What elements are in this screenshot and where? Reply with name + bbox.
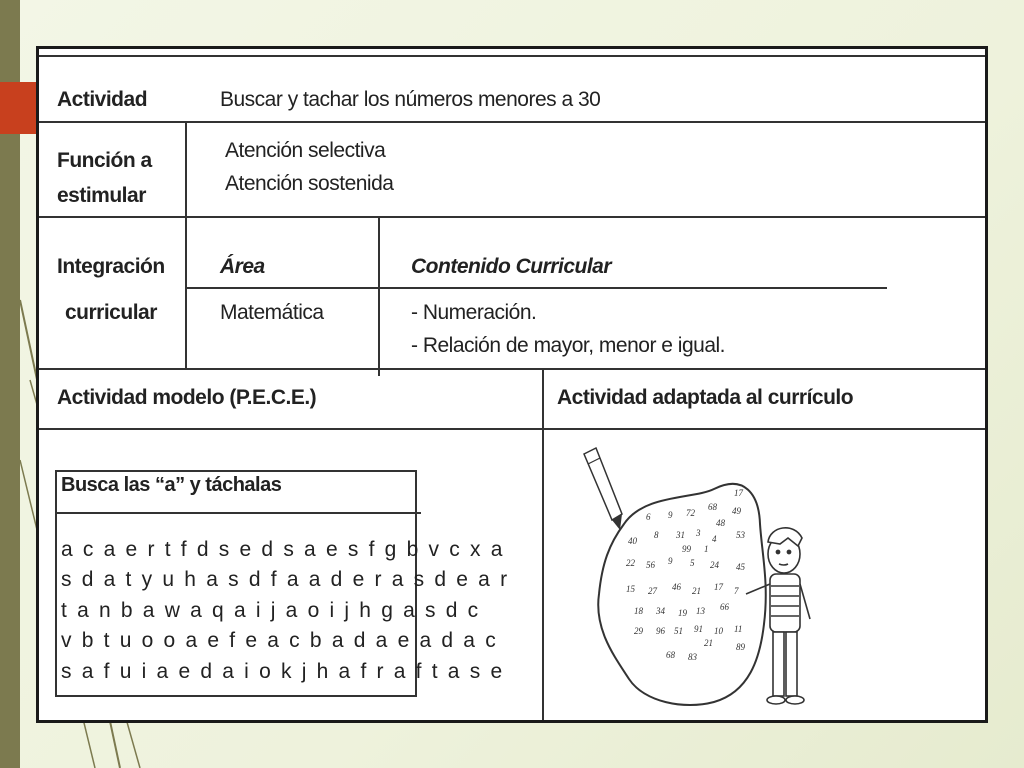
integracion-label-line2: curricular [65, 301, 157, 324]
col-divider [185, 121, 187, 368]
board-number: 7 [734, 586, 739, 596]
board-number: 29 [634, 626, 643, 636]
board-number: 83 [688, 652, 697, 662]
board-number: 27 [648, 586, 657, 596]
board-number: 34 [656, 606, 665, 616]
board-number: 46 [672, 582, 681, 592]
board-number: 19 [678, 608, 687, 618]
letter-grid-title: Busca las “a” y táchalas [61, 474, 282, 496]
board-number: 13 [696, 606, 705, 616]
board-number: 9 [668, 556, 673, 566]
board-number: 8 [654, 530, 659, 540]
actividad-value: Buscar y tachar los números menores a 30 [220, 88, 601, 111]
board-number: 66 [720, 602, 729, 612]
board-number: 72 [686, 508, 695, 518]
board-number: 48 [716, 518, 725, 528]
table-top-line [39, 55, 985, 57]
funcion-label-line1: Función a [57, 149, 152, 172]
board-number: 3 [696, 528, 701, 538]
board-number: 51 [674, 626, 683, 636]
activity-table [36, 46, 988, 723]
board-number: 96 [656, 626, 665, 636]
row-divider [39, 216, 985, 218]
board-number: 31 [676, 530, 685, 540]
funcion-value-2: Atención sostenida [225, 172, 394, 195]
board-number: 24 [710, 560, 719, 570]
board-number: 22 [626, 558, 635, 568]
letter-grid-row: s d a t y u h a s d f a a d e r a s d e a r [61, 568, 510, 591]
modelo-header: Actividad modelo (P.E.C.E.) [57, 386, 317, 409]
col-divider [378, 216, 380, 376]
row-divider [39, 121, 985, 123]
actividad-label: Actividad [57, 88, 148, 111]
board-number: 40 [628, 536, 637, 546]
board-number: 1 [704, 544, 709, 554]
board-number: 5 [690, 558, 695, 568]
funcion-value-1: Atención selectiva [225, 139, 386, 162]
letter-grid-row: t a n b a w a q a i j a o i j h g a s d c [61, 599, 481, 622]
board-number: 21 [692, 586, 701, 596]
board-number: 68 [666, 650, 675, 660]
letter-grid-row: a c a e r t f d s e d s a e s f g b v c x a [61, 538, 505, 561]
board-number: 53 [736, 530, 745, 540]
board-number: 17 [714, 582, 723, 592]
subrow-divider [187, 287, 887, 289]
board-number: 68 [708, 502, 717, 512]
board-number: 17 [734, 488, 743, 498]
contenido-header: Contenido Curricular [411, 255, 612, 278]
funcion-label-line2: estimular [57, 184, 146, 207]
number-board-blob [598, 484, 766, 705]
board-number: 18 [634, 606, 643, 616]
area-header: Área [220, 255, 265, 278]
board-number: 4 [712, 534, 717, 544]
area-value: Matemática [220, 301, 324, 324]
board-number: 56 [646, 560, 655, 570]
board-number: 11 [734, 624, 743, 634]
pencil-icon [584, 448, 622, 530]
board-number: 99 [682, 544, 691, 554]
board-number: 45 [736, 562, 745, 572]
board-number: 9 [668, 510, 673, 520]
contenido-value-1: - Numeración. [411, 301, 537, 324]
contenido-value-2: - Relación de mayor, menor e igual. [411, 334, 725, 357]
board-number: 10 [714, 626, 723, 636]
letter-grid-row: s a f u i a e d a i o k j h a f r a f t a s e [61, 660, 505, 683]
board-number: 49 [732, 506, 741, 516]
letter-grid-divider [55, 512, 421, 514]
board-number: 6 [646, 512, 651, 522]
board-number: 21 [704, 638, 713, 648]
slide-accent-block [0, 82, 36, 134]
adaptada-header: Actividad adaptada al currículo [557, 386, 854, 409]
col-divider [542, 368, 544, 720]
board-number: 15 [626, 584, 635, 594]
letter-search-grid [55, 470, 510, 697]
child-pointing-board-illustration [574, 434, 814, 714]
board-number: 91 [694, 624, 703, 634]
letter-grid-row: v b t u o o a e f e a c b a d a e a d a c [61, 629, 498, 652]
row-divider [39, 368, 985, 370]
row-divider [39, 428, 985, 430]
integracion-label-line1: Integración [57, 255, 165, 278]
board-number: 89 [736, 642, 745, 652]
